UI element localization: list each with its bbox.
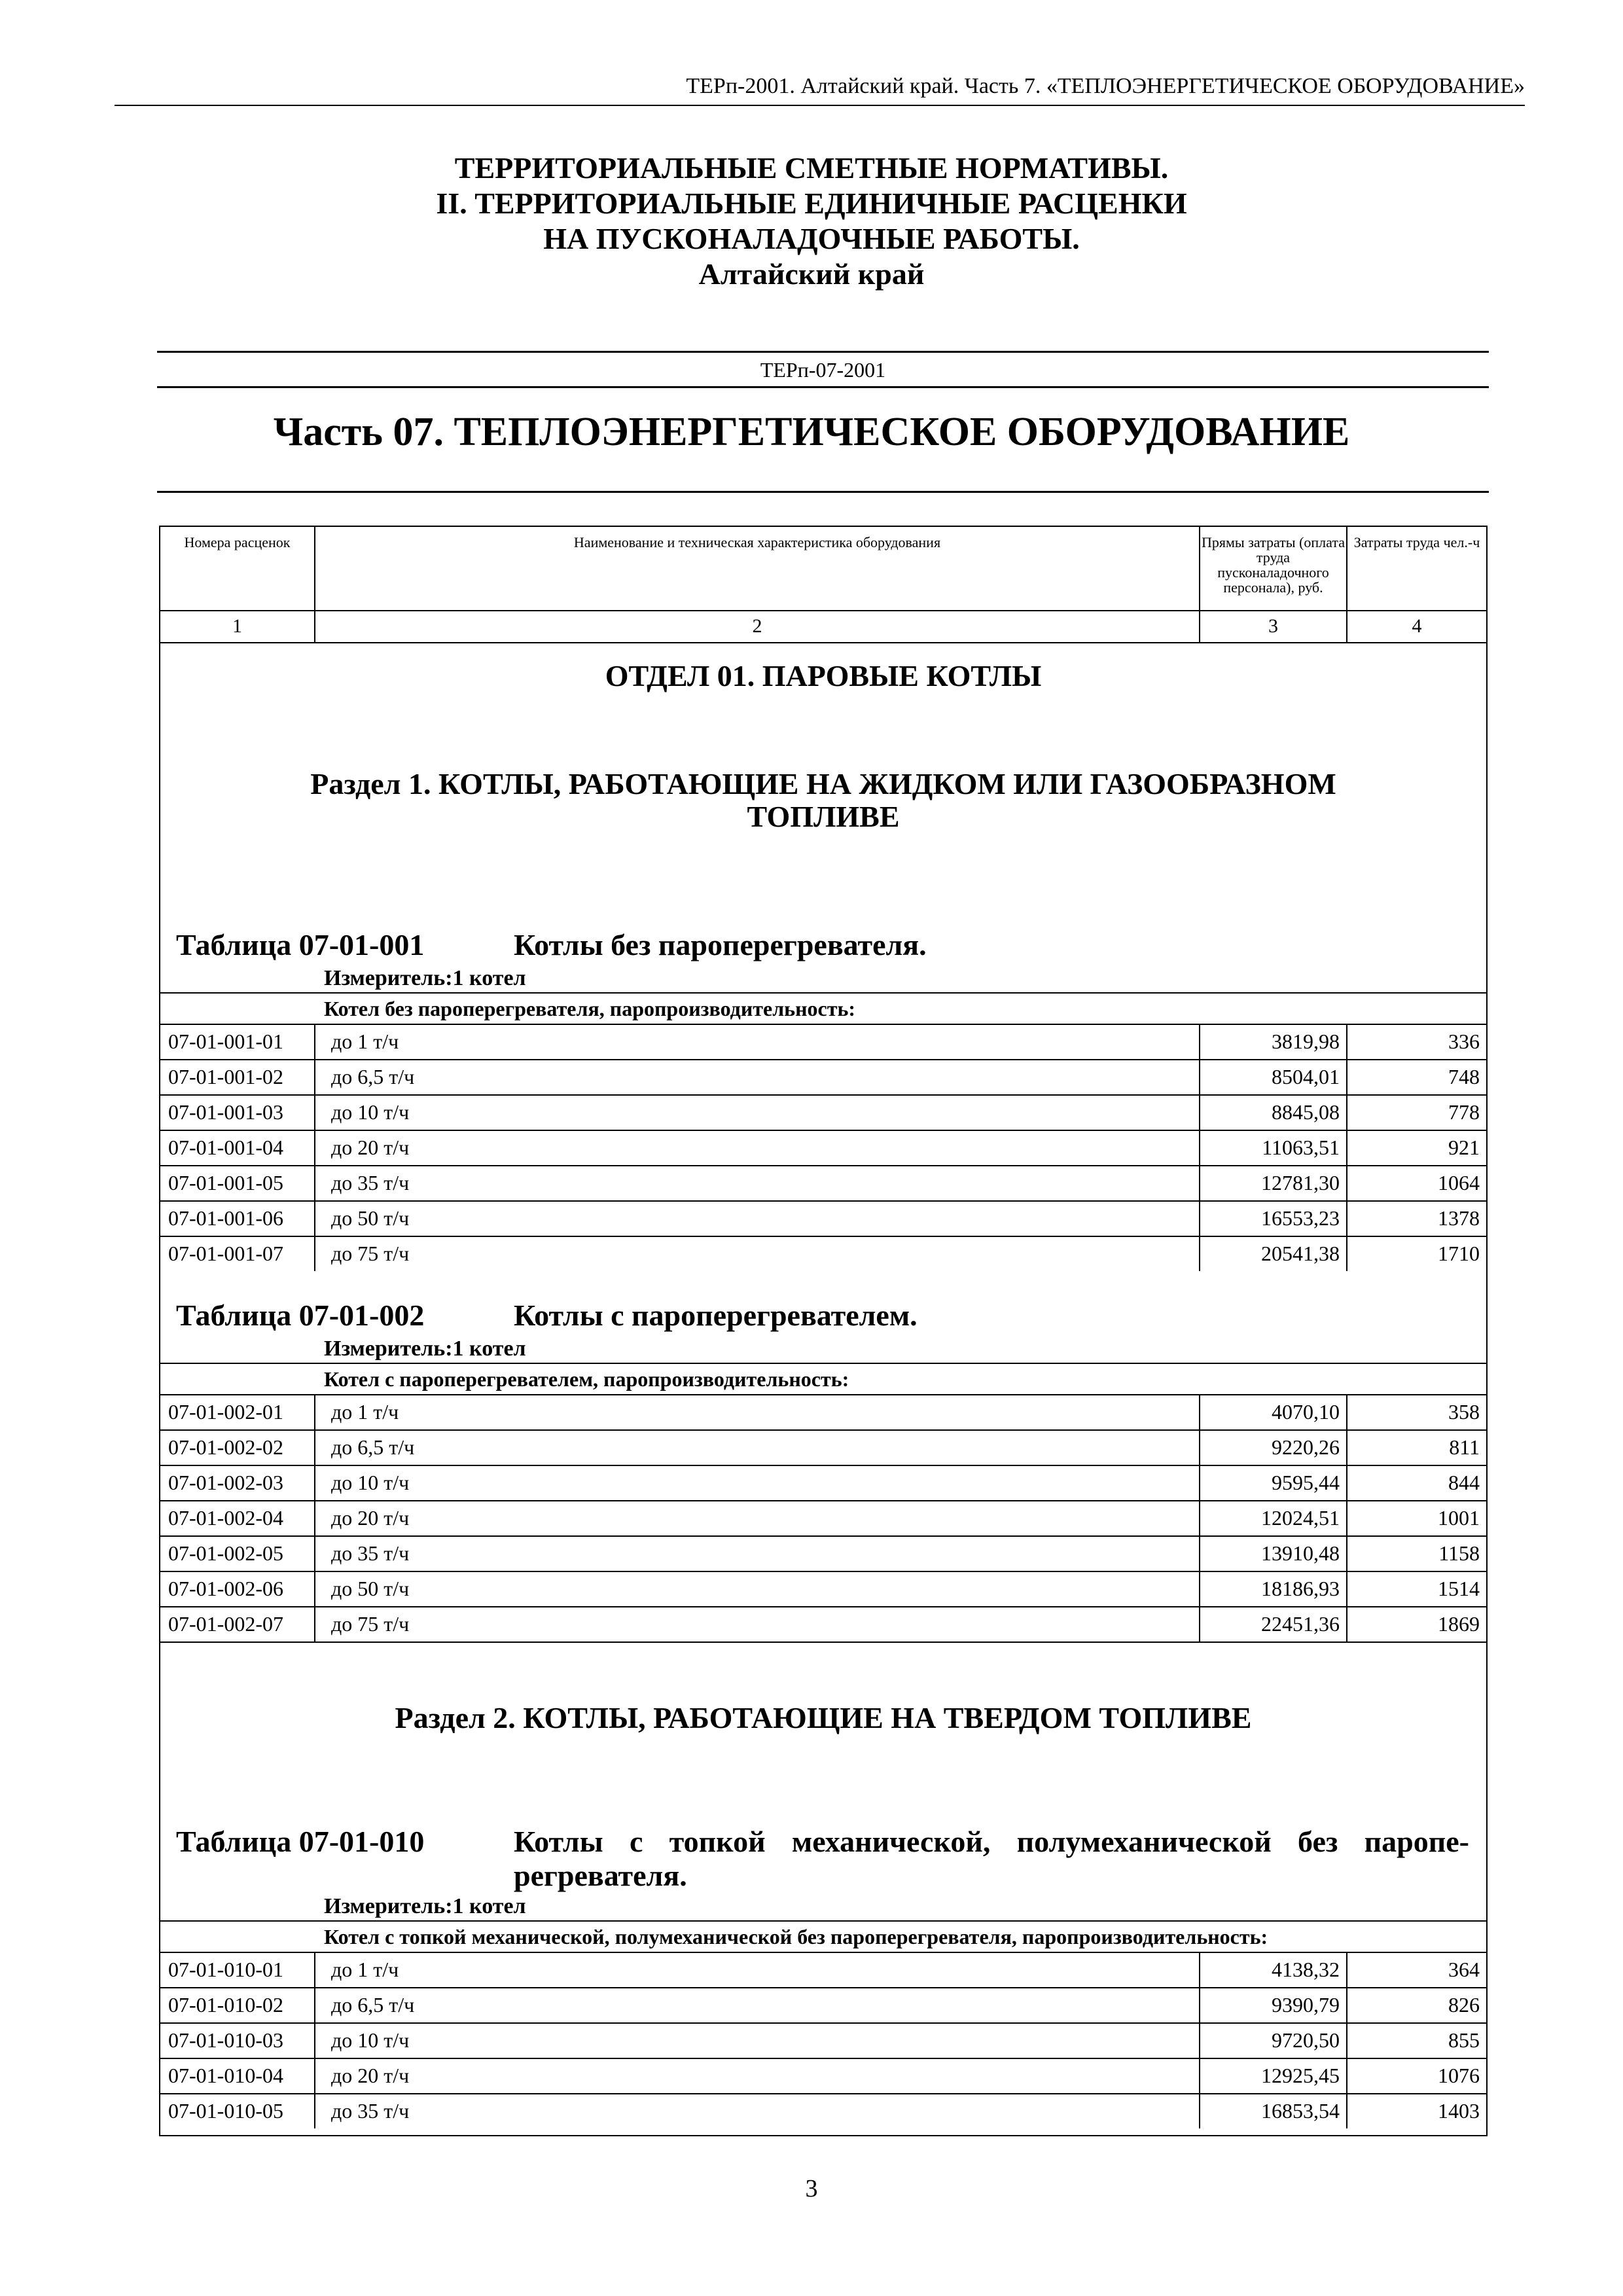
- divider: [157, 351, 1489, 353]
- column-number: 2: [315, 611, 1200, 642]
- rate-code: 07-01-001-04: [160, 1131, 315, 1165]
- table-name: Котлы без пароперегревателя.: [514, 928, 927, 961]
- group-caption: Котел без пароперегревателя, паропроизводительность:: [160, 992, 1486, 1024]
- rate-cost: 12024,51: [1200, 1501, 1347, 1535]
- table-name: Котлы с топкой механической, полумеханической без паропе-регревателя.: [514, 1825, 1469, 1892]
- rate-cost: 4070,10: [1200, 1395, 1347, 1429]
- table-row: [160, 2058, 1486, 2093]
- table-row: [160, 1465, 1486, 1500]
- rate-labor: 1514: [1438, 1577, 1480, 1600]
- rate-labor: 1158: [1438, 1541, 1480, 1565]
- rate-labor: 1403: [1438, 2099, 1480, 2123]
- table-number: Таблица 07-01-002: [176, 1299, 425, 1332]
- rate-labor: 1869: [1438, 1612, 1480, 1636]
- rate-cost: 9220,26: [1200, 1431, 1347, 1465]
- document-code: ТЕРп-07-2001: [760, 358, 886, 382]
- rate-code: 07-01-002-01: [160, 1395, 315, 1429]
- rate-description: до 75 т/ч: [315, 1607, 1200, 1641]
- rate-labor: 844: [1448, 1471, 1480, 1494]
- header-name: Наименование и техническая характеристика оборудования: [315, 527, 1200, 610]
- rate-labor: 1710: [1438, 1242, 1480, 1265]
- subsection-heading: Раздел 2. КОТЛЫ, РАБОТАЮЩИЕ НА ТВЕРДОМ ТОПЛИВЕ: [160, 1641, 1486, 1825]
- rate-cost: 16553,23: [1200, 1202, 1347, 1236]
- rate-description: до 10 т/ч: [315, 1466, 1200, 1500]
- rate-description: до 6,5 т/ч: [315, 1060, 1200, 1094]
- table-row: [160, 1429, 1486, 1465]
- rate-cost: 8845,08: [1200, 1096, 1347, 1130]
- table-title: [160, 1299, 1486, 1335]
- rate-cost: 13910,48: [1200, 1537, 1347, 1571]
- table-row: [160, 1200, 1486, 1236]
- table-number: Таблица 07-01-010: [176, 1825, 425, 1858]
- table-row: [160, 2093, 1486, 2128]
- rate-labor: 358: [1448, 1400, 1480, 1424]
- title-line: ТЕРРИТОРИАЛЬНЫЕ СМЕТНЫЕ НОРМАТИВЫ.: [454, 151, 1169, 185]
- rate-table-block: [160, 928, 1486, 1271]
- table-row: [160, 1606, 1486, 1641]
- divider: [157, 386, 1489, 388]
- rate-code: 07-01-002-05: [160, 1537, 315, 1571]
- table-row: [160, 1952, 1486, 1987]
- column-number: 1: [160, 611, 315, 642]
- rate-labor: 855: [1448, 2028, 1480, 2052]
- rate-code: 07-01-010-05: [160, 2094, 315, 2128]
- table-row: [160, 1987, 1486, 2022]
- rate-cost: 12781,30: [1200, 1166, 1347, 1200]
- table-row: [160, 1165, 1486, 1200]
- section-heading: ОТДЕЛ 01. ПАРОВЫЕ КОТЛЫ: [605, 659, 1042, 692]
- rate-cost: 3819,98: [1200, 1025, 1347, 1059]
- rate-code: 07-01-001-07: [160, 1237, 315, 1271]
- table-title: [160, 928, 1486, 965]
- table-row: [160, 1500, 1486, 1535]
- divider: [157, 491, 1489, 493]
- title-line: II. ТЕРРИТОРИАЛЬНЫЕ ЕДИНИЧНЫЕ РАСЦЕНКИ: [436, 187, 1187, 220]
- group-caption: Котел с топкой механической, полумеханической без пароперегревателя, паропроизводительность:: [160, 1920, 1486, 1952]
- table-row: [160, 2022, 1486, 2058]
- rate-table-block: [160, 1299, 1486, 1641]
- rate-code: 07-01-002-07: [160, 1607, 315, 1641]
- rate-cost: 22451,36: [1200, 1607, 1347, 1641]
- rate-code: 07-01-001-02: [160, 1060, 315, 1094]
- rate-labor: 336: [1448, 1030, 1480, 1053]
- running-header: ТЕРп-2001. Алтайский край. Часть 7. «ТЕПЛОЭНЕРГЕТИЧЕСКОЕ ОБОРУДОВАНИЕ»: [115, 71, 1525, 106]
- header-labor: Затраты труда чел.-ч: [1353, 534, 1480, 550]
- title-line: НА ПУСКОНАЛАДОЧНЫЕ РАБОТЫ.: [543, 222, 1080, 255]
- rate-cost: 9595,44: [1200, 1466, 1347, 1500]
- rate-code: 07-01-002-04: [160, 1501, 315, 1535]
- column-number: 4: [1412, 615, 1422, 637]
- table-row: [160, 1130, 1486, 1165]
- table-row: [160, 1024, 1486, 1059]
- rate-cost: 9720,50: [1200, 2024, 1347, 2058]
- rate-description: до 50 т/ч: [315, 1572, 1200, 1606]
- column-number: 3: [1200, 611, 1347, 642]
- rate-labor: 826: [1448, 1993, 1480, 2017]
- rate-description: до 75 т/ч: [315, 1237, 1200, 1271]
- rate-cost: 20541,38: [1200, 1237, 1347, 1271]
- rate-code: 07-01-001-03: [160, 1096, 315, 1130]
- rate-code: 07-01-002-02: [160, 1431, 315, 1465]
- rate-cost: 18186,93: [1200, 1572, 1347, 1606]
- table-row: [160, 1571, 1486, 1606]
- rate-labor: 748: [1448, 1065, 1480, 1088]
- rate-labor: 364: [1448, 1958, 1480, 1981]
- rate-cost: 16853,54: [1200, 2094, 1347, 2128]
- rate-labor: 921: [1448, 1136, 1480, 1159]
- rate-code: 07-01-010-03: [160, 2024, 315, 2058]
- rate-labor: 778: [1448, 1100, 1480, 1124]
- rate-description: до 10 т/ч: [315, 2024, 1200, 2058]
- rate-description: до 50 т/ч: [315, 1202, 1200, 1236]
- table-row: [160, 1394, 1486, 1429]
- subsection-line: Раздел 1. КОТЛЫ, РАБОТАЮЩИЕ НА ЖИДКОМ ИЛИ ГАЗООБРАЗНОМ: [310, 767, 1336, 800]
- table-row: [160, 1535, 1486, 1571]
- rate-description: до 20 т/ч: [315, 2059, 1200, 2093]
- rate-code: 07-01-001-05: [160, 1166, 315, 1200]
- rate-labor: 1076: [1438, 2064, 1480, 2087]
- rate-labor: 811: [1449, 1435, 1480, 1459]
- measure-unit: Измеритель:1 котел: [324, 1894, 526, 1918]
- rate-labor: 1064: [1438, 1171, 1480, 1194]
- table-header: [160, 527, 1486, 611]
- rate-labor: 1001: [1438, 1506, 1480, 1530]
- rate-cost: 11063,51: [1200, 1131, 1347, 1165]
- rate-description: до 35 т/ч: [315, 1166, 1200, 1200]
- subsection-line: ТОПЛИВЕ: [747, 800, 900, 833]
- rate-code: 07-01-010-02: [160, 1988, 315, 2022]
- rate-description: до 35 т/ч: [315, 1537, 1200, 1571]
- rate-cost: 4138,32: [1200, 1953, 1347, 1987]
- rate-code: 07-01-002-03: [160, 1466, 315, 1500]
- table-title: [160, 1825, 1486, 1893]
- table-row: [160, 1236, 1486, 1271]
- part-title: Часть 07. ТЕПЛОЭНЕРГЕТИЧЕСКОЕ ОБОРУДОВАНИЕ: [273, 410, 1350, 454]
- rate-description: до 6,5 т/ч: [315, 1988, 1200, 2022]
- rate-cost: 9390,79: [1200, 1988, 1347, 2022]
- table-row: [160, 1059, 1486, 1094]
- rate-code: 07-01-002-06: [160, 1572, 315, 1606]
- rate-cost: 12925,45: [1200, 2059, 1347, 2093]
- rate-description: до 1 т/ч: [315, 1395, 1200, 1429]
- table-name: Котлы с пароперегревателем.: [514, 1299, 918, 1332]
- rate-cost: 8504,01: [1200, 1060, 1347, 1094]
- rate-code: 07-01-001-06: [160, 1202, 315, 1236]
- rate-description: до 20 т/ч: [315, 1131, 1200, 1165]
- rate-description: до 6,5 т/ч: [315, 1431, 1200, 1465]
- rate-code: 07-01-010-01: [160, 1953, 315, 1987]
- group-caption: Котел с пароперегревателем, паропроизводительность:: [160, 1363, 1486, 1394]
- rate-code: 07-01-010-04: [160, 2059, 315, 2093]
- document-title: [0, 151, 1623, 292]
- page-number: 3: [805, 2175, 818, 2202]
- subsection-heading: [160, 768, 1486, 928]
- rate-code: 07-01-001-01: [160, 1025, 315, 1059]
- rate-description: до 20 т/ч: [315, 1501, 1200, 1535]
- measure-unit: Измеритель:1 котел: [324, 966, 526, 990]
- table-number: Таблица 07-01-001: [176, 928, 425, 961]
- measure-unit: Измеритель:1 котел: [324, 1336, 526, 1361]
- header-cost: Прямы затраты (оплата труда пусконаладочного персонала), руб.: [1200, 527, 1347, 610]
- column-numbers: [160, 611, 1486, 643]
- rates-table: [159, 526, 1488, 2136]
- rate-labor: 1378: [1438, 1206, 1480, 1230]
- rate-description: до 1 т/ч: [315, 1953, 1200, 1987]
- table-row: [160, 1094, 1486, 1130]
- rate-table-block: [160, 1825, 1486, 2128]
- rate-description: до 10 т/ч: [315, 1096, 1200, 1130]
- rate-description: до 35 т/ч: [315, 2094, 1200, 2128]
- header-code: Номера расценок: [160, 527, 315, 610]
- title-line: Алтайский край: [698, 257, 925, 291]
- rate-description: до 1 т/ч: [315, 1025, 1200, 1059]
